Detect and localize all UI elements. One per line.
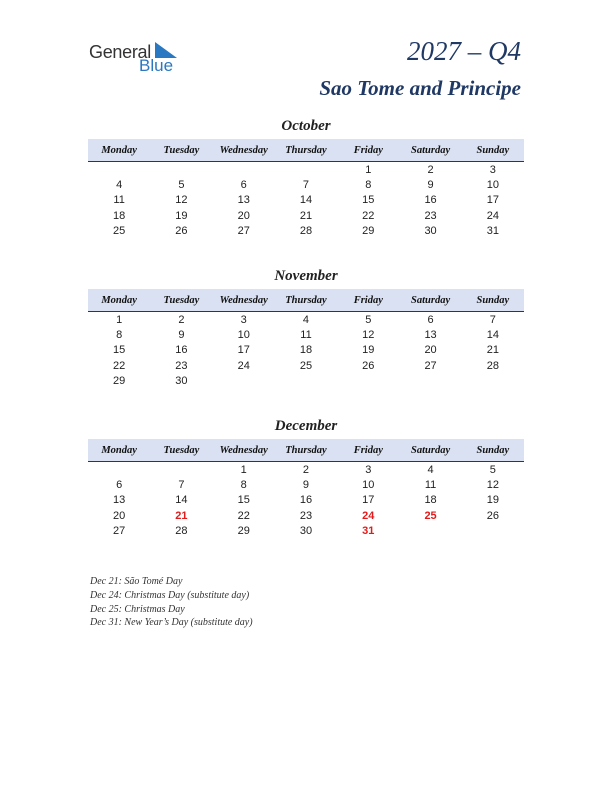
day-cell: 16 [175, 344, 188, 357]
week-row [88, 462, 524, 477]
day-cell: 28 [299, 224, 313, 237]
day-cell: 18 [299, 344, 313, 357]
weekday-header: Tuesday [163, 444, 200, 456]
holiday-day-cell: 31 [362, 524, 375, 537]
day-cell: 7 [302, 178, 310, 191]
day-cell: 27 [113, 524, 126, 537]
day-cell: 3 [365, 463, 372, 476]
weekday-header: Sunday [476, 144, 510, 156]
country-subtitle: Sao Tome and Principe [319, 76, 521, 100]
page-title: 2027 – Q4 [407, 36, 521, 66]
day-cell: 3 [489, 163, 496, 176]
week-row [88, 223, 524, 238]
day-cell: 26 [486, 509, 499, 522]
day-cell: 15 [362, 194, 375, 207]
day-cell: 5 [178, 178, 185, 191]
day-cell: 22 [237, 509, 250, 522]
day-cell: 6 [240, 178, 247, 191]
day-cell: 20 [113, 509, 126, 522]
month-november [88, 266, 524, 388]
weekday-header: Tuesday [163, 294, 200, 306]
day-cell: 7 [178, 478, 185, 491]
day-cell: 4 [116, 178, 123, 191]
day-cell: 15 [113, 344, 126, 357]
week-row [88, 162, 524, 177]
weekday-header: Thursday [285, 294, 327, 306]
day-cell: 14 [299, 194, 313, 207]
day-cell: 23 [175, 359, 188, 372]
day-cell: 8 [240, 478, 247, 491]
day-cell: 18 [113, 209, 126, 222]
day-cell: 2 [178, 313, 185, 326]
weekday-header: Friday [353, 294, 383, 306]
day-cell: 17 [362, 494, 375, 507]
day-cell: 18 [424, 494, 437, 507]
day-cell: 4 [427, 463, 434, 476]
week-row [88, 508, 524, 523]
week-row [88, 493, 524, 508]
day-cell: 25 [299, 359, 313, 372]
day-cell: 5 [365, 313, 372, 326]
holiday-day-cell: 21 [175, 509, 188, 522]
day-cell: 10 [486, 178, 499, 191]
day-cell: 21 [299, 209, 313, 222]
holiday-day-cell: 25 [424, 509, 437, 522]
week-row [88, 373, 524, 388]
day-cell: 31 [486, 224, 499, 237]
day-cell: 5 [489, 463, 496, 476]
weekday-header-row [88, 439, 524, 462]
weekday-header: Wednesday [219, 444, 268, 456]
day-cell: 26 [362, 359, 375, 372]
day-cell: 28 [175, 524, 188, 537]
day-cell: 13 [113, 494, 126, 507]
day-cell: 19 [175, 209, 188, 222]
day-cell: 12 [362, 328, 375, 341]
day-cell: 16 [424, 194, 437, 207]
day-cell: 13 [237, 194, 250, 207]
month-name: December [274, 418, 338, 434]
day-cell: 26 [175, 224, 188, 237]
holiday-note: Dec 24: Christmas Day (substitute day) [90, 589, 250, 601]
day-cell: 22 [113, 359, 126, 372]
day-cell: 16 [299, 494, 313, 507]
week-row [88, 312, 524, 327]
day-cell: 12 [486, 478, 499, 491]
logo-text-general: General [89, 42, 151, 62]
day-cell: 1 [240, 463, 247, 476]
month-name: November [274, 268, 338, 284]
weekday-header: Saturday [411, 294, 451, 306]
day-cell: 20 [237, 209, 250, 222]
month-name: October [281, 118, 331, 134]
week-row [88, 477, 524, 492]
weekday-header: Sunday [476, 294, 510, 306]
day-cell: 30 [175, 374, 188, 387]
holiday-note: Dec 25: Christmas Day [90, 603, 185, 615]
day-cell: 14 [486, 328, 499, 341]
day-cell: 15 [237, 494, 250, 507]
weekday-header: Saturday [411, 444, 451, 456]
holiday-note: Dec 31: New Year’s Day (substitute day) [90, 617, 253, 629]
weekday-header: Tuesday [163, 144, 200, 156]
weekday-header: Sunday [476, 444, 510, 456]
week-rows [88, 312, 524, 388]
day-cell: 3 [240, 313, 247, 326]
day-cell: 21 [486, 344, 499, 357]
day-cell: 22 [362, 209, 375, 222]
day-cell: 23 [424, 209, 437, 222]
week-row [88, 208, 524, 223]
week-row [88, 193, 524, 208]
day-cell: 13 [424, 328, 437, 341]
weekday-header: Friday [353, 144, 383, 156]
day-cell: 12 [175, 194, 188, 207]
weekday-header: Monday [101, 444, 137, 456]
weekday-header: Monday [101, 294, 137, 306]
day-cell: 14 [175, 494, 188, 507]
day-cell: 4 [302, 313, 310, 326]
day-cell: 29 [113, 374, 126, 387]
day-cell: 11 [113, 194, 125, 207]
week-row [88, 177, 524, 192]
week-row [88, 327, 524, 342]
day-cell: 19 [362, 344, 375, 357]
holiday-day-cell: 24 [362, 509, 375, 522]
day-cell: 27 [237, 224, 250, 237]
day-cell: 19 [486, 494, 499, 507]
weekday-header-row [88, 289, 524, 312]
day-cell: 30 [299, 524, 313, 537]
weekday-header: Wednesday [219, 144, 268, 156]
day-cell: 1 [365, 163, 372, 176]
weekday-header: Wednesday [219, 294, 268, 306]
month-december [88, 416, 524, 538]
weekday-header: Thursday [285, 444, 327, 456]
day-cell: 29 [237, 524, 250, 537]
day-cell: 11 [300, 328, 312, 341]
holiday-note: Dec 21: São Tomé Day [90, 576, 183, 587]
weekday-header: Friday [353, 444, 383, 456]
weekday-header: Monday [101, 144, 137, 156]
day-cell: 6 [427, 313, 434, 326]
day-cell: 25 [113, 224, 126, 237]
day-cell: 11 [424, 478, 437, 491]
weekday-header: Saturday [411, 144, 451, 156]
day-cell: 27 [424, 359, 437, 372]
day-cell: 7 [489, 313, 496, 326]
day-cell: 10 [237, 328, 250, 341]
day-cell: 29 [362, 224, 375, 237]
week-row [88, 343, 524, 358]
day-cell: 20 [424, 344, 437, 357]
day-cell: 6 [116, 478, 123, 491]
day-cell: 2 [427, 163, 434, 176]
weekday-header: Thursday [285, 144, 327, 156]
day-cell: 23 [299, 509, 313, 522]
day-cell: 9 [427, 178, 434, 191]
week-row [88, 523, 524, 538]
logo-text-blue: Blue [139, 56, 174, 75]
day-cell: 9 [178, 328, 185, 341]
day-cell: 9 [302, 478, 310, 491]
weekday-header-row [88, 139, 524, 162]
week-rows [88, 462, 524, 538]
generalblue-logo [89, 40, 189, 76]
day-cell: 10 [362, 478, 375, 491]
day-cell: 17 [486, 194, 499, 207]
day-cell: 24 [237, 359, 250, 372]
day-cell: 30 [424, 224, 437, 237]
day-cell: 1 [116, 313, 123, 326]
day-cell: 8 [365, 178, 372, 191]
month-october [88, 116, 524, 238]
day-cell: 8 [116, 328, 123, 341]
week-row [88, 358, 524, 373]
day-cell: 17 [237, 344, 250, 357]
holiday-notes [90, 575, 253, 630]
day-cell: 24 [486, 209, 499, 222]
week-rows [88, 162, 524, 238]
day-cell: 28 [486, 359, 499, 372]
day-cell: 2 [302, 463, 310, 476]
